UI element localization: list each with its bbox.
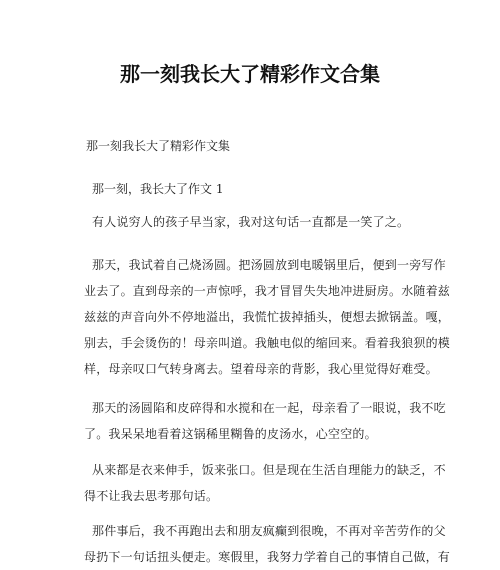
- paragraph: [92, 209, 422, 235]
- paragraph-line: 了。我呆呆地看着这锅稀里糊鲁的皮汤水，心空空的。: [84, 427, 377, 441]
- paragraph: [84, 395, 446, 447]
- paragraph-line: 兹兹的声音向外不停地溢出，我慌忙拔掉插头，便想去掀锅盖。嘎，: [84, 310, 451, 324]
- paragraph-line: 别去，手会烫伤的！母亲叫道。我触电似的缩回来。看着我狼狈的模: [84, 336, 451, 350]
- paragraph: [84, 518, 451, 570]
- paragraph-line: 那件事后，我不再跑出去和朋友疯癫到很晚，不再对辛苦劳作的父: [92, 524, 446, 538]
- paragraph-line: 那天，我试着自己烧汤圆。把汤圆放到电暖锅里后，便到一旁写作: [92, 258, 446, 272]
- paragraph-line: 母扔下一句话扭头便走。寒假里，我努力学着自己的事情自己做，有: [84, 550, 451, 564]
- section-heading: 那一刻，我长大了作文 1: [92, 182, 224, 196]
- paragraph-line: 业去了。直到母亲的一声惊呼，我才冒冒失失地冲进厨房。水随着兹: [84, 284, 451, 298]
- page-title: 那一刻我长大了精彩作文合集: [120, 62, 380, 86]
- paragraph-line: 得不让我去思考那句话。: [84, 489, 219, 503]
- paragraph-line: 从来都是衣来伸手，饭来张口。但是现在生活自理能力的缺乏，不: [92, 463, 446, 477]
- paragraph: [84, 457, 446, 509]
- document-subheading: 那一刻我长大了精彩作文集: [86, 139, 231, 153]
- paragraph-line: 样，母亲叹口气转身离去。望着母亲的背影，我心里觉得好难受。: [84, 362, 438, 376]
- paragraph-line: 那天的汤圆陷和皮碎得和水搅和在一起，母亲看了一眼说，我不吃: [92, 401, 446, 415]
- paragraph: [84, 252, 451, 382]
- paragraph-line: 有人说穷人的孩子早当家，我对这句话一直都是一笑了之。: [92, 215, 410, 229]
